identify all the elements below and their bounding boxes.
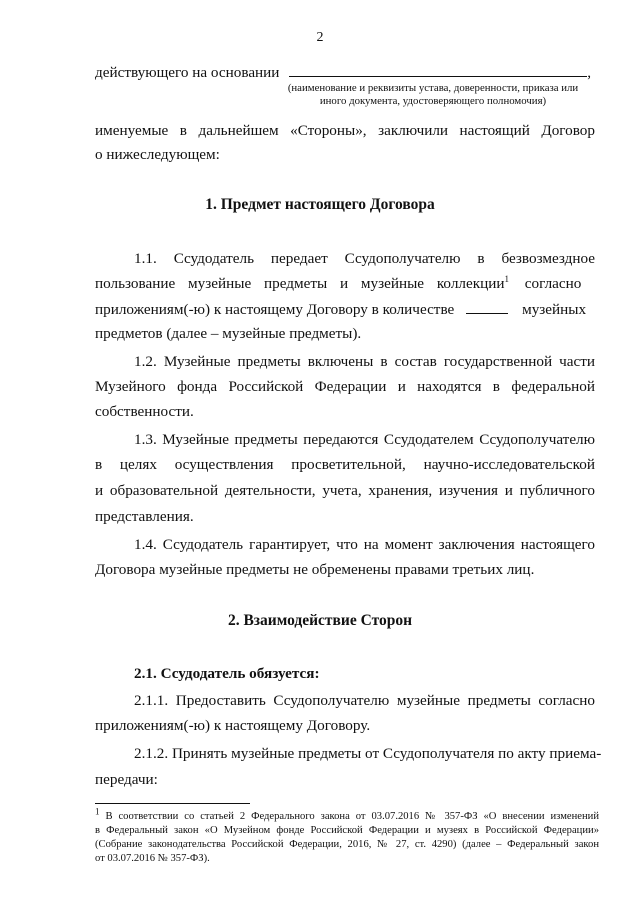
footnote-line2: в Федеральный закон «О Музейном фонде Российской Федерации и музеях в Российской Федерации» <box>95 825 599 836</box>
section2-1-subtitle: 2.1. Ссудодатель обязуется: <box>134 665 320 682</box>
section1-title: 1. Предмет настоящего Договора <box>205 196 435 213</box>
p2-1-1-line1: 2.1.1. Предоставить Ссудополучателю музейные предметы согласно <box>134 692 595 709</box>
p1-2-line3: собственности. <box>95 403 194 420</box>
section2-title: 2. Взаимодействие Сторон <box>227 612 413 629</box>
p1-3-line2: в целях осуществления просветительной, научно-исследовательской <box>95 456 595 473</box>
footnote-line3: (Собрание законодательства Российской Федерации, 2016, № 27, ст. 4290) (далее – Федеральный закон <box>95 839 599 850</box>
footnote-line1-text: В соответствии со статьей 2 Федерального закона от 03.07.2016 № 357-ФЗ «О внесении изменений <box>99 811 599 822</box>
p2-1-1-line2: приложениям(-ю) к настоящему Договору. <box>95 717 371 734</box>
footnote-marker: 1 <box>95 806 100 817</box>
p1-1-line3-text: приложениям(-ю) к настоящему Договору в количестве <box>95 301 455 318</box>
page-number: 2 <box>316 30 324 45</box>
footnote-line1 <box>95 806 599 824</box>
quantity-blank-field <box>466 299 508 314</box>
p1-4-line1: 1.4. Ссудодатель гарантирует, что на момент заключения настоящего <box>134 536 595 553</box>
p1-1-line3-end: музейных <box>522 301 587 318</box>
footnote-separator <box>95 803 250 804</box>
p1-1-line3 <box>95 299 586 320</box>
p1-1-line1: 1.1. Ссудодатель передает Ссудополучателю в безвозмездное <box>134 250 595 267</box>
basis-comma: , <box>587 64 592 81</box>
p1-1-line2-end: согласно <box>508 275 582 292</box>
p1-1-line4: предметов (далее – музейные предметы). <box>95 325 362 342</box>
basis-note-line2: иного документа, удостоверяющего полномочия) <box>319 95 547 107</box>
basis-blank-field <box>289 62 587 77</box>
p2-1-2-line2: передачи: <box>95 771 158 788</box>
p1-3-line1: 1.3. Музейные предметы передаются Ссудодателем Ссудополучателю <box>134 431 595 448</box>
basis-note-line1: (наименование и реквизиты устава, доверенности, приказа или <box>287 82 579 94</box>
intro-line1: именуемые в дальнейшем «Стороны», заключили настоящий Договор <box>95 122 595 139</box>
p1-1-line2-text: пользование музейные предметы и музейные коллекции <box>95 275 505 292</box>
basis-text: действующего на основании <box>95 64 280 81</box>
intro-line2: о нижеследующем: <box>95 146 220 163</box>
p1-4-line2: Договора музейные предметы не обременены правами третьих лиц. <box>95 561 535 578</box>
p1-2-line1: 1.2. Музейные предметы включены в состав государственной части <box>134 353 595 370</box>
basis-line <box>95 62 591 83</box>
p1-3-line3: и образовательной деятельности, учета, хранения, изучения и публичного <box>95 482 595 499</box>
p1-3-line4: представления. <box>95 508 194 525</box>
p1-1-line2 <box>95 274 595 294</box>
footnote-ref: 1 <box>504 273 509 284</box>
footnote-line4: от 03.07.2016 № 357-ФЗ). <box>95 853 210 864</box>
p2-1-2-line1: 2.1.2. Принять музейные предметы от Ссудополучателя по акту приема- <box>134 745 602 762</box>
basis-note <box>283 82 583 108</box>
p1-2-line2: Музейного фонда Российской Федерации и находятся в федеральной <box>95 378 595 395</box>
